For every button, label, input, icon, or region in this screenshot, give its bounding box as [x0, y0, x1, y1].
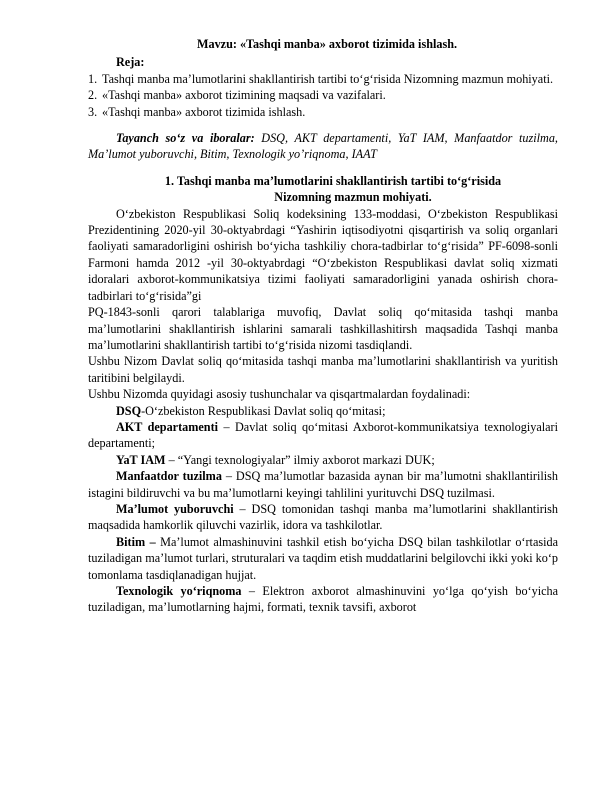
document-title: Mavzu: «Tashqi manba» axborot tizimida ishlash. [196, 37, 458, 51]
document-page [88, 36, 558, 616]
definition-item [88, 452, 558, 468]
definition-text: -O‘zbekiston Respublikasi Davlat soliq qo‘mitasi; [141, 403, 386, 418]
definition-term: Bitim – [116, 534, 156, 549]
plan-list [88, 71, 558, 120]
definition-term: YaT IAM [116, 452, 166, 467]
definition-text: – Davlat soliq qo‘mitasi Axborot-kommunikatsiya texnologiyalari departamenti; [88, 419, 558, 451]
definition-item [88, 468, 558, 501]
definition-text: Ma’lumot almashinuvini tashkil etish bo‘yicha DSQ bilan tashkilotlar o‘rtasida tuziladigan ma’lumot turlari, struturalari va taqdim etish muddatlarini belgilovchi ikki yoki ko‘p tomonlama tasdiqlanadigan hujjat. [88, 534, 558, 582]
body-paragraph: Ushbu Nizomda quyidagi asosiy tushunchalar va qisqartmalardan foydalinadi: [88, 387, 471, 402]
definition-text: – DSQ ma’lumotlar bazasida aynan bir ma’lumotni shakllantirilish istagini bildiruvchi va bu ma’lumotlarni keyingi tahlilini yurituvchi DSQ tuzilmasi. [88, 469, 558, 500]
definition-item [88, 419, 558, 452]
body-paragraph: Ushbu Nizom Davlat soliq qo‘mitasida tashqi manba ma’lumotlarini shakllantirish va yuritish taritibini belgilaydi. [88, 354, 558, 385]
definition-term: Manfaatdor tuzilma [116, 469, 222, 484]
keywords-text: DSQ, AKT departamenti, YaT IAM, Manfaatdor tuzilma, Ma’lumot yuboruvchi, Bitim, Texnologik yo’riqnoma, IAAT [88, 131, 558, 162]
definition-term: DSQ [116, 403, 142, 418]
plan-item: 2. «Tashqi manba» axborot tizimining maqsadi va vazifalari. [88, 88, 386, 103]
plan-heading: Reja: [116, 55, 145, 70]
plan-item: 3. «Tashqi manba» axborot tizimida ishlash. [88, 104, 306, 119]
keywords-paragraph [88, 130, 558, 163]
body-paragraph: PQ-1843-sonli qarori talablariga muvofiq, Davlat soliq qo‘mitasida tashqi manba ma’lumotlarini shakllantirish ishlarini samarali tashkillashitirsh maqsadida Tashqi manba ma’lumotlarini shakllantirish tartibi to‘g‘risida nizomi tasdiqlandi. [88, 305, 558, 352]
definition-item [88, 501, 558, 534]
definition-item [88, 583, 558, 616]
definition-term: Texnologik yo‘riqnoma [116, 584, 242, 598]
plan-item: 1. Tashqi manba ma’lumotlarini shakllantirish tartibi to‘g‘risida Nizomning mazmun mohiyati. [88, 71, 554, 86]
definition-text: – “Yangi texnologiyalar” ilmiy axborot markazi DUK; [165, 452, 435, 467]
definition-term: AKT departamenti [116, 419, 219, 434]
body-paragraph: O‘zbekiston Respublikasi Soliq kodeksining 133-moddasi, O‘zbekiston Respublikasi Prezidentining 2020-yil 30-oktyabrdagi “Yashirin iqtisodiyotni qisqartirish va soliq organlari faoliyati samaradorligini oshirish bo‘yicha tashkiliy chora-tadbirlar to‘g‘risida” PF-6098-sonli Farmoni hamda 2012 -yil 30-oktyabrdagi “O‘zbekiston Respublikasi davlat soliq xizmati idoralari axborot-kommunikatsiya tizimi faoliyati samaradorligini yanada oshirish chora-tadbirlari to‘g‘risida”gi [88, 206, 558, 303]
definition-text: – DSQ tomonidan tashqi manba ma’lumotlarini shakllantirish maqsadida hamkorlik qiluvchi vazirlik, idora va tashkilotlar. [88, 501, 558, 533]
section-heading-line1: 1. Tashqi manba ma’lumotlarini shakllantirish tartibi to‘g‘risida [164, 173, 502, 188]
keywords-label: Tayanch so‘z va iboralar: [116, 131, 255, 146]
definition-item [88, 403, 558, 419]
section-heading-line2: Nizomning mazmun mohiyati. [274, 190, 432, 205]
definition-item [88, 534, 558, 583]
definition-term: Ma’lumot yuboruvchi [116, 501, 234, 516]
definition-text: – Elektron axborot almashinuvini yo‘lga qo‘yish bo‘yicha tuziladigan, ma’lumotlarning hajmi, formati, texnik tavsifi, axborot [88, 584, 558, 615]
